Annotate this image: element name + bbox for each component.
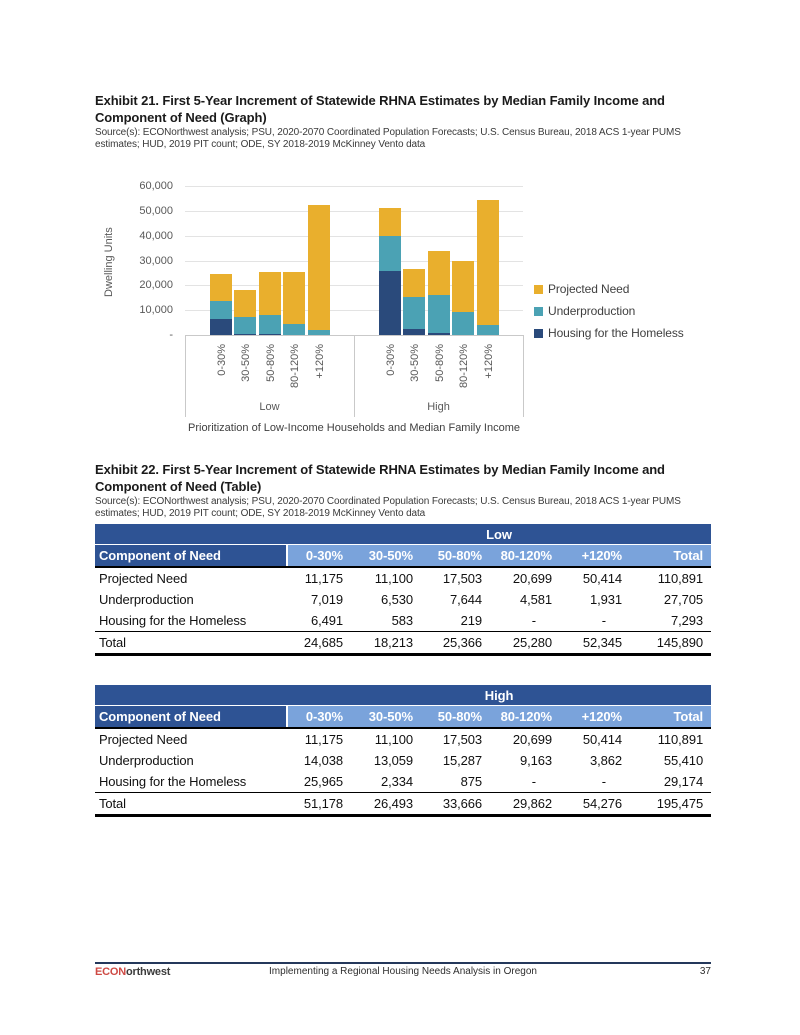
column-header: 30-50% <box>351 706 421 729</box>
row-label: Housing for the Homeless <box>99 774 247 789</box>
cell-value: 55,410 <box>663 753 704 768</box>
bar-segment-projected-need <box>379 208 401 236</box>
legend-swatch-icon <box>534 329 543 338</box>
cell-value: 17,503 <box>442 571 482 586</box>
stacked-bar-high-0-30% <box>379 208 401 335</box>
total-value: 51,178 <box>287 793 351 816</box>
total-value: 52,345 <box>560 632 630 655</box>
column-header: +120% <box>560 706 630 729</box>
cell-value: 9,163 <box>519 753 552 768</box>
cell-value: 6,491 <box>310 613 343 628</box>
bar-segment-housing-for-the-homeless <box>403 329 425 335</box>
cell-value: 27,705 <box>663 592 704 607</box>
total-label: Total <box>95 793 287 816</box>
cell-value: 20,699 <box>512 571 552 586</box>
bar-segment-housing-for-the-homeless <box>428 333 450 335</box>
bar-segment-housing-for-the-homeless <box>379 271 401 335</box>
column-header: 0-30% <box>287 706 351 729</box>
table-total-row <box>95 632 711 655</box>
chart-gridline <box>185 211 523 212</box>
column-header: 80-120% <box>490 706 560 729</box>
bar-segment-housing-for-the-homeless <box>234 334 256 335</box>
table-row <box>95 589 711 610</box>
band-title-low: Low <box>287 524 711 545</box>
bar-segment-underproduction <box>452 312 474 335</box>
cell-value: 7,019 <box>310 592 343 607</box>
bar-segment-projected-need <box>259 272 281 315</box>
x-axis-category-label: 80-120% <box>458 344 470 389</box>
cell-value: 50,414 <box>582 732 622 747</box>
x-axis-category-label: 50-80% <box>433 344 446 382</box>
bar-segment-underproduction <box>234 317 256 333</box>
band-spacer <box>95 524 287 545</box>
cell-value: - <box>601 774 606 789</box>
brand-logo <box>95 966 245 978</box>
total-value: 54,276 <box>560 793 630 816</box>
bar-segment-projected-need <box>308 205 330 330</box>
brand-logo-northwest: orthwest <box>125 966 171 978</box>
cell-value: 3,862 <box>589 753 622 768</box>
exhibit21-title: Exhibit 21. First 5-Year Increment of Statewide RHNA Estimates by Median Family Income and Component of Need (Graph) <box>95 93 665 125</box>
stacked-bar-low-80-120% <box>283 272 305 335</box>
table-row <box>95 771 711 793</box>
cell-value: 50,414 <box>582 571 622 586</box>
exhibit22-source: Source(s): ECONorthwest analysis; PSU, 2020-2070 Coordinated Population Forecasts; U.S. Census Bureau, 2018 ACS 1-year PUMS estimates; HUD, 2019 PIT count; ODE, SY 2018-2019 McKinney Vento data <box>95 496 681 519</box>
table-low <box>95 524 711 656</box>
footer-document-title: Implementing a Regional Housing Needs Analysis in Oregon <box>269 966 537 977</box>
x-axis-title: Prioritization of Low-Income Households and Median Family Income <box>188 422 520 434</box>
column-header: 80-120% <box>490 545 560 568</box>
row-label: Projected Need <box>99 571 188 586</box>
total-label: Total <box>95 632 287 655</box>
x-axis-category-label: 50-80% <box>264 344 277 382</box>
total-value: 25,366 <box>421 632 490 655</box>
stacked-bar-low-0-30% <box>210 274 232 335</box>
cell-value: 219 <box>460 613 482 628</box>
cell-value: 11,175 <box>304 571 343 586</box>
column-header: +120% <box>560 545 630 568</box>
y-axis-tick-label: 30,000 <box>139 254 173 267</box>
bar-segment-housing-for-the-homeless <box>259 334 281 335</box>
bar-segment-projected-need <box>477 200 499 325</box>
row-label: Projected Need <box>99 732 188 747</box>
x-axis-category-label: 30-50% <box>409 344 421 382</box>
table-high <box>95 685 711 817</box>
column-header: Total <box>630 545 711 568</box>
stacked-bar-high-30-50% <box>403 269 425 335</box>
column-header: Total <box>630 706 711 729</box>
bar-segment-projected-need <box>210 274 232 302</box>
stacked-bar-low-30-50% <box>234 290 256 335</box>
cell-value: 13,059 <box>373 753 413 768</box>
brand-logo-econ: ECON <box>95 966 126 978</box>
cell-value: - <box>531 774 536 789</box>
stacked-bar-low-50-80% <box>259 272 281 335</box>
total-value: 195,475 <box>630 793 711 816</box>
column-header-component-of-need: Component of Need <box>95 545 287 568</box>
footer-page-number: 37 <box>699 966 711 977</box>
legend-item-underproduction <box>534 304 684 318</box>
table-row <box>95 567 711 589</box>
cell-value: 2,334 <box>380 774 413 789</box>
chart-legend <box>534 282 684 340</box>
total-value: 25,280 <box>490 632 560 655</box>
table-header-row <box>95 545 711 568</box>
rhna-table-high <box>95 685 711 817</box>
rhna-table-low <box>95 524 711 656</box>
column-header: 50-80% <box>421 706 490 729</box>
cell-value: - <box>531 613 536 628</box>
legend-label: Underproduction <box>548 304 636 318</box>
x-axis-category-label: +120% <box>482 344 495 379</box>
bar-segment-underproduction <box>210 301 232 318</box>
category-axis-separator <box>185 335 186 417</box>
category-axis-separator <box>354 335 355 417</box>
x-axis-category-label: +120% <box>313 344 326 379</box>
exhibit21-source: Source(s): ECONorthwest analysis; PSU, 2020-2070 Coordinated Population Forecasts; U.S. Census Bureau, 2018 ACS 1-year PUMS estimates; HUD, 2019 PIT count; ODE, SY 2018-2019 McKinney Vento data <box>95 127 681 150</box>
x-axis-category-label: 80-120% <box>289 344 301 389</box>
cell-value: 4,581 <box>519 592 552 607</box>
y-axis-title: Dwelling Units <box>103 227 115 297</box>
y-axis-tick-label: 20,000 <box>139 279 173 292</box>
legend-swatch-icon <box>534 285 543 294</box>
x-axis-category-label: 0-30% <box>384 344 397 376</box>
chart-gridline <box>185 186 523 187</box>
bar-segment-underproduction <box>477 325 499 335</box>
row-label: Underproduction <box>99 592 194 607</box>
bar-segment-housing-for-the-homeless <box>210 319 232 335</box>
total-value: 26,493 <box>351 793 421 816</box>
footer <box>95 966 711 978</box>
cell-value: - <box>601 613 606 628</box>
y-axis-tick-label: 50,000 <box>139 204 173 217</box>
cell-value: 110,891 <box>657 571 704 586</box>
stacked-bar-high-50-80% <box>428 251 450 335</box>
stacked-bar-high-80-120% <box>452 261 474 335</box>
y-axis-tick-label: 40,000 <box>139 229 173 242</box>
y-axis-tick-label: 60,000 <box>139 180 173 192</box>
row-label: Underproduction <box>99 753 194 768</box>
total-value: 24,685 <box>287 632 351 655</box>
legend-item-projected-need <box>534 282 684 296</box>
cell-value: 20,699 <box>512 732 552 747</box>
total-value: 33,666 <box>421 793 490 816</box>
cell-value: 25,965 <box>303 774 343 789</box>
table-header-row <box>95 706 711 729</box>
column-header: 0-30% <box>287 545 351 568</box>
x-axis-category-label: 0-30% <box>215 344 228 376</box>
legend-label: Housing for the Homeless <box>548 326 684 340</box>
x-axis-category-label: 30-50% <box>240 344 252 382</box>
table-total-row <box>95 793 711 816</box>
bar-segment-projected-need <box>283 272 305 323</box>
total-value: 145,890 <box>630 632 711 655</box>
cell-value: 11,100 <box>374 571 413 586</box>
table-row <box>95 750 711 771</box>
cell-value: 14,038 <box>303 753 343 768</box>
bar-segment-projected-need <box>403 269 425 297</box>
total-value: 29,862 <box>490 793 560 816</box>
y-axis-tick-label: 10,000 <box>139 304 173 317</box>
stacked-bar-low-+120% <box>308 205 330 335</box>
legend-swatch-icon <box>534 307 543 316</box>
cell-value: 1,931 <box>589 592 622 607</box>
bar-segment-underproduction <box>403 297 425 329</box>
cell-value: 6,530 <box>380 592 413 607</box>
column-header-component-of-need: Component of Need <box>95 706 287 729</box>
table-band-row <box>95 524 711 545</box>
table-row <box>95 728 711 750</box>
bar-segment-projected-need <box>428 251 450 294</box>
footer-rule <box>95 962 711 964</box>
cell-value: 17,503 <box>442 732 482 747</box>
x-axis-group-label-low: Low <box>259 401 280 413</box>
cell-value: 110,891 <box>657 732 704 747</box>
cell-value: 11,175 <box>304 732 343 747</box>
y-axis-tick-label: - <box>169 329 173 341</box>
bar-segment-underproduction <box>283 324 305 335</box>
bar-segment-projected-need <box>234 290 256 318</box>
column-header: 50-80% <box>421 545 490 568</box>
cell-value: 15,287 <box>442 753 482 768</box>
stacked-bar-high-+120% <box>477 200 499 335</box>
cell-value: 29,174 <box>663 774 704 789</box>
cell-value: 11,100 <box>374 732 413 747</box>
bar-segment-underproduction <box>379 236 401 271</box>
rhna-stacked-bar-chart <box>95 176 795 440</box>
cell-value: 875 <box>460 774 482 789</box>
cell-value: 583 <box>391 613 413 628</box>
x-axis-group-label-high: High <box>427 401 450 413</box>
bar-segment-underproduction <box>428 295 450 333</box>
cell-value: 7,644 <box>449 592 482 607</box>
table-row <box>95 610 711 632</box>
legend-label: Projected Need <box>548 282 630 296</box>
bar-segment-underproduction <box>259 315 281 334</box>
band-title-high: High <box>287 685 711 706</box>
cell-value: 7,293 <box>670 613 704 628</box>
table-band-row <box>95 685 711 706</box>
category-axis-separator <box>523 335 524 417</box>
column-header: 30-50% <box>351 545 421 568</box>
legend-item-housing-for-the-homeless <box>534 326 684 340</box>
bar-segment-projected-need <box>452 261 474 312</box>
bar-segment-underproduction <box>308 330 330 335</box>
row-label: Housing for the Homeless <box>99 613 247 628</box>
chart-gridline <box>185 236 523 237</box>
total-value: 18,213 <box>351 632 421 655</box>
exhibit22-title: Exhibit 22. First 5-Year Increment of Statewide RHNA Estimates by Median Family Income and Component of Need (Table) <box>95 462 665 494</box>
band-spacer <box>95 685 287 706</box>
